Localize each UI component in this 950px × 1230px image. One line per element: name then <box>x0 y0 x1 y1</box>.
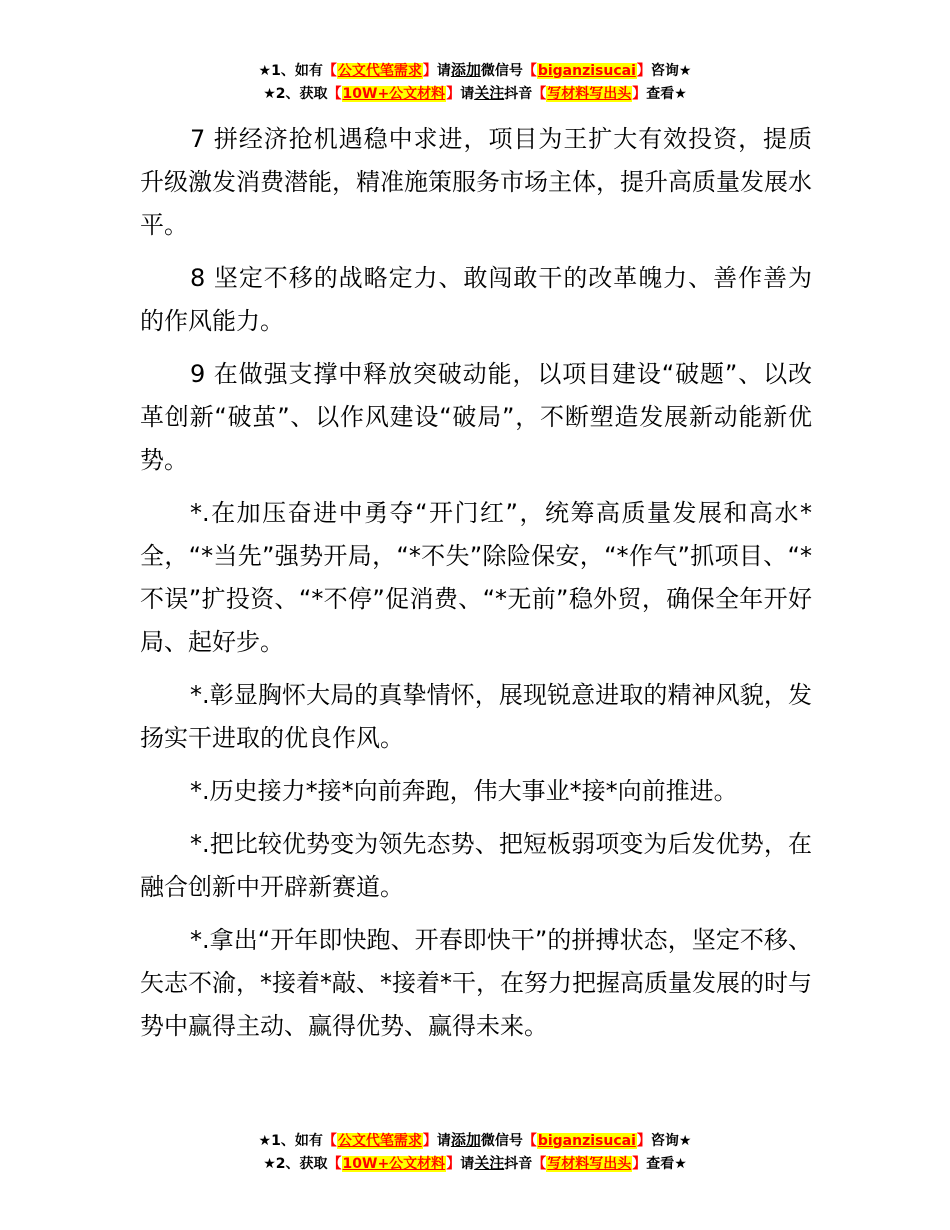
highlight-wechat-id: biganzisucai <box>537 63 636 79</box>
bracket: 】 <box>422 63 437 79</box>
banner-line-2 <box>0 1152 950 1175</box>
banner-suffix: 查看★ <box>646 1156 687 1172</box>
footer-banner <box>0 1129 950 1175</box>
header-banner <box>0 59 950 105</box>
highlight-wechat-id: biganzisucai <box>537 1133 636 1149</box>
paragraph: 8 坚定不移的战略定力、敢闯敢干的改革魄力、善作善为的作风能力。 <box>140 264 812 335</box>
highlight-service: 公文代笔需求 <box>337 1133 422 1149</box>
banner-text: 请 <box>436 1133 451 1149</box>
banner-text: 请 <box>460 1156 475 1172</box>
bracket: 】 <box>446 1156 461 1172</box>
document-body <box>140 118 812 1058</box>
banner-emphasis: 添加 <box>450 61 481 79</box>
banner-suffix: 咨询★ <box>650 63 692 79</box>
highlight-douyin: 写材料写出头 <box>547 86 632 102</box>
bracket: 】 <box>422 1133 437 1149</box>
banner-line-2 <box>0 82 950 105</box>
bracket: 【 <box>532 86 547 102</box>
bracket: 【 <box>522 1133 537 1149</box>
banner-suffix: 咨询★ <box>650 1133 692 1149</box>
banner-line-1 <box>0 59 950 82</box>
banner-prefix: ★2、获取 <box>263 1156 328 1172</box>
highlight-materials: 10W+公文材料 <box>342 1156 446 1172</box>
paragraph: *.历史接力*接*向前奔跑，伟大事业*接*向前推进。 <box>190 777 738 805</box>
banner-text: 请 <box>436 63 451 79</box>
bracket: 【 <box>532 1156 547 1172</box>
paragraph: *.在加压奋进中勇夺“开门红”，统筹高质量发展和高水*全，“*当先”强势开局，“*不失”除险保安，“*作气”抓项目、“*不误”扩投资、“*不停”促消费、“*无前”稳外贸，确保全年开好局、起好步。 <box>140 499 812 656</box>
banner-text: 抖音 <box>504 86 533 102</box>
banner-prefix: ★1、如有 <box>258 1133 323 1149</box>
bracket: 【 <box>327 1156 342 1172</box>
bracket: 】 <box>446 86 461 102</box>
banner-text: 微信号 <box>480 63 523 79</box>
paragraph: *.彰显胸怀大局的真挚情怀，展现锐意进取的精神风貌，发扬实干进取的优良作风。 <box>140 681 812 752</box>
paragraph: *.把比较优势变为领先态势、把短板弱项变为后发优势，在融合创新中开辟新赛道。 <box>140 830 812 901</box>
banner-text: 抖音 <box>504 1156 533 1172</box>
banner-emphasis: 添加 <box>450 1131 481 1149</box>
paragraph: 9 在做强支撑中释放突破动能，以项目建设“破题”、以改革创新“破茧”、以作风建设“破局”，不断塑造发展新动能新优势。 <box>140 360 812 474</box>
highlight-materials: 10W+公文材料 <box>342 86 446 102</box>
banner-prefix: ★1、如有 <box>258 63 323 79</box>
bracket: 】 <box>636 63 651 79</box>
banner-prefix: ★2、获取 <box>263 86 328 102</box>
bracket: 【 <box>327 86 342 102</box>
banner-text: 微信号 <box>480 1133 523 1149</box>
bracket: 【 <box>522 63 537 79</box>
highlight-douyin: 写材料写出头 <box>547 1156 632 1172</box>
banner-emphasis: 关注 <box>474 84 505 102</box>
highlight-service: 公文代笔需求 <box>337 63 422 79</box>
bracket: 】 <box>632 1156 647 1172</box>
paragraph: *.拿出“开年即快跑、开春即快干”的拼搏状态，坚定不移、矢志不渝，*接着*敲、*接着*干，在努力把握高质量发展的时与势中赢得主动、赢得优势、赢得未来。 <box>140 926 812 1040</box>
banner-text: 请 <box>460 86 475 102</box>
paragraph: 7 拼经济抢机遇稳中求进，项目为王扩大有效投资，提质升级激发消费潜能，精准施策服务市场主体，提升高质量发展水平。 <box>140 125 812 239</box>
bracket: 【 <box>322 1133 337 1149</box>
banner-suffix: 查看★ <box>646 86 687 102</box>
banner-emphasis: 关注 <box>474 1154 505 1172</box>
bracket: 】 <box>632 86 647 102</box>
banner-line-1 <box>0 1129 950 1152</box>
bracket: 】 <box>636 1133 651 1149</box>
bracket: 【 <box>322 63 337 79</box>
